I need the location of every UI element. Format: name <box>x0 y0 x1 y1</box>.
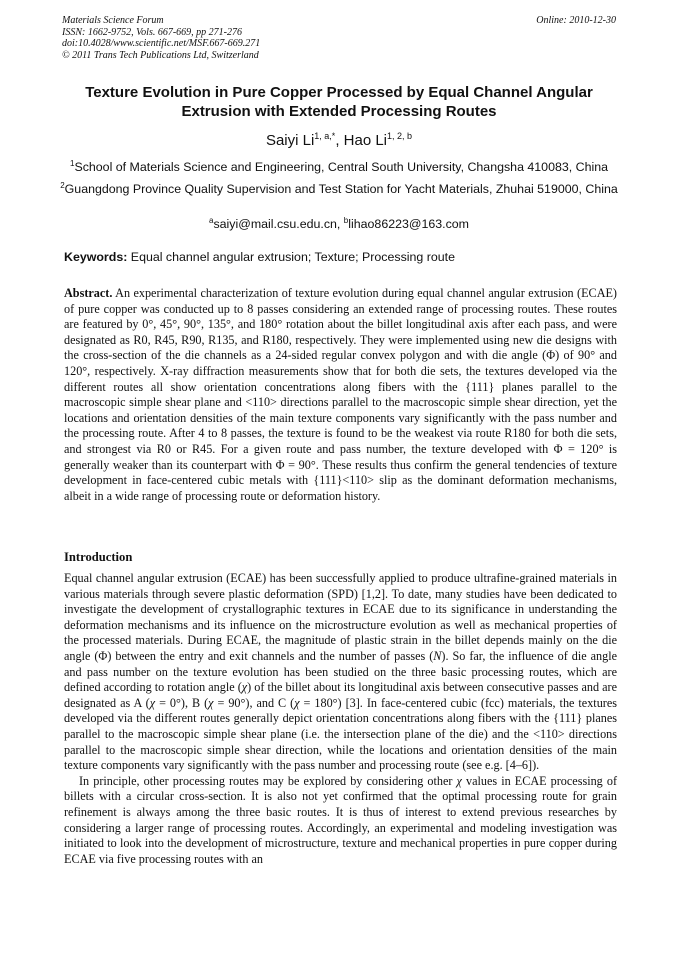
introduction-body <box>64 571 617 867</box>
copyright-line: © 2011 Trans Tech Publications Ltd, Switzerland <box>62 49 259 61</box>
text-run: = 0°), B ( <box>155 695 209 710</box>
text-run: ) of the billet about its longitudinal axis between consecutive passes and are designated as A ( <box>64 680 617 710</box>
paper-title: Texture Evolution in Pure Copper Processed by Equal Channel Angular Extrusion with Extended Processing Routes <box>85 84 593 120</box>
email-line <box>52 213 626 232</box>
italic-symbol: χ <box>456 773 462 788</box>
text-run: Equal channel angular extrusion (ECAE) has been successfully applied to produce ultrafine-grained materials in various materials through severe plastic deformation (SPD) [1,2]. To date, many studies have been dedicated to investigate the development of crystallographic textures in ECAE due to its significance in understanding the deformation mechanisms and its influence on the microstructure evolution as well as mechanical properties of the processed materials. During ECAE, the magnitude of plastic strain in the billet depends mainly on the die angle (Φ) between the entry and exit channels and the number of passes ( <box>64 571 617 663</box>
paragraph <box>64 571 617 774</box>
section-heading-introduction: Introduction <box>64 550 133 564</box>
doi-line: doi:10.4028/www.scientific.net/MSF.667-669.271 <box>62 38 261 50</box>
keywords-label: Keywords: <box>64 250 128 264</box>
paragraph <box>64 774 617 868</box>
text-run: ). So far, the influence of die angle and pass number on the texture evolution has been studied on the three basic processing routes, which are defined according to rotation angle ( <box>64 648 617 695</box>
author-superscript: 1, 2, b <box>387 131 413 141</box>
text-run: = 180°) [3]. In face-centered cubic (fcc) materials, the textures developed via the different routes generally depict orientation concentrations along fibers with the {111} planes parallel to the macroscopic simple shear plane (i.e. the intersection plane of the die) and the <110> directions parallel to the macroscopic simple shear direction, while the locations and orientation densities of the main texture components vary significantly with the pass number and processing route (see e.g. [4–6]). <box>64 695 617 773</box>
author-superscript: 1, a,* <box>314 131 336 141</box>
journal-header <box>62 15 618 61</box>
affiliation-text: Guangdong Province Quality Supervision and Test Station for Yacht Materials, Zhuhai 519000, China <box>64 182 618 197</box>
abstract <box>64 286 617 504</box>
affiliation-superscript: 1 <box>69 159 75 168</box>
italic-symbol: χ <box>294 695 300 710</box>
keywords <box>64 250 624 264</box>
journal-name: Materials Science Forum <box>62 15 164 26</box>
online-date: Online: 2010-12-30 <box>536 15 616 26</box>
keywords-text: Equal channel angular extrusion; Texture; Processing route <box>127 250 455 264</box>
affiliation-superscript: 2 <box>60 181 65 190</box>
author-name: Hao Li <box>343 132 388 149</box>
abstract-label: Abstract. <box>64 286 113 300</box>
text-run: = 90°), and C ( <box>213 695 295 710</box>
issn-line: ISSN: 1662-9752, Vols. 667-669, pp 271-276 <box>62 26 242 38</box>
affiliation-1 <box>52 156 626 175</box>
email-address[interactable]: lihao86223@163.com <box>348 217 469 232</box>
affiliation-text: School of Materials Science and Engineering, Central South University, Changsha 410083, China <box>74 160 609 175</box>
abstract-text: An experimental characterization of texture evolution during equal channel angular extrusion (ECAE) of pure copper was conducted up to 8 passes considering an extended range of processing routes. These routes are featured by 0°, 45°, 90°, 135°, and 180° rotation about the billet longitudinal axis after each pass, and were designated as R0, R45, R90, R135, and R180, respectively. They were implemented using new die designs with the cross-section of the die channels as a 24-sided regular convex polygon and with die angle (Φ) of 90° and 120°, respectively. X-ray diffraction measurements show that for both die sets, the textures developed via the different routes all show orientation concentrations along fibers with the {111} planes parallel to the macroscopic simple shear plane and <110> directions parallel to the macroscopic simple shear direction, yet the locations and orientation densities of the main texture components vary significantly with the pass number and the processing route. After 4 to 8 passes, the texture is found to be the weakest via route R180 for both die sets, and strongest via R0 or R45. For a given route and pass number, the texture developed with Φ = 120° is generally weaker than its counterpart with Φ = 90°. These results thus confirm the general tendencies of texture development in face-centered cubic metals with {111}<110> slip as the dominant deformation mechanisms, albeit in a wide range of processing route or deformation history. <box>64 286 617 503</box>
italic-symbol: χ <box>208 695 214 710</box>
email-address[interactable]: saiyi@mail.csu.edu.cn, <box>213 217 344 232</box>
author-separator: , <box>335 132 344 149</box>
email-superscript: a <box>209 216 214 225</box>
email-superscript: b <box>343 216 349 225</box>
author-name: Saiyi Li <box>265 132 315 149</box>
italic-symbol: χ <box>149 695 156 710</box>
affiliation-2 <box>52 178 626 197</box>
italic-symbol: N <box>433 648 442 663</box>
italic-symbol: χ <box>241 680 248 695</box>
text-run: In principle, other processing routes may be explored by considering other <box>79 773 457 788</box>
author-line <box>0 131 678 149</box>
text-run: values in ECAE processing of billets with a circular cross-section. It is also not yet confirmed that the optimal processing route for grain refinement is always among the three basic routes. It is thus of interest to extend previous researches by considering a larger range of processing routes. Accordingly, an experimental and modeling investigation was initiated to look into the development of microstructure, texture and mechanical properties in pure copper during ECAE via five processing routes with an <box>64 773 617 866</box>
